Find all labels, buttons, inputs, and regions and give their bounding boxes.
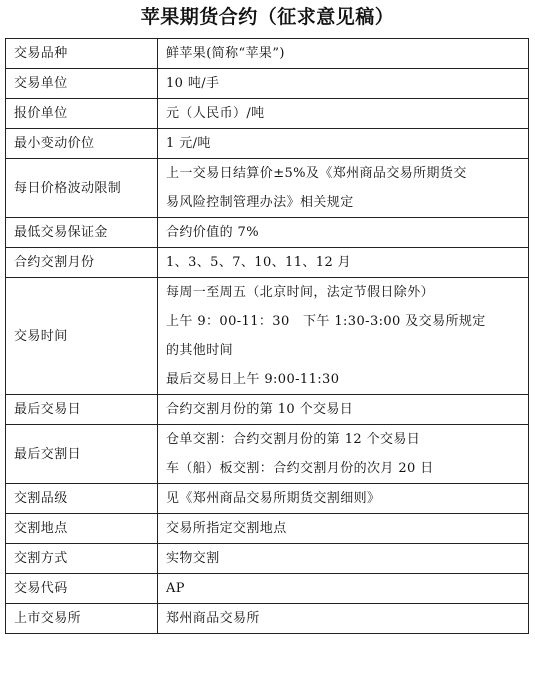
row-value xyxy=(158,159,529,218)
value-line: 鲜苹果(简称“苹果”) xyxy=(166,46,285,61)
value-line: 合约交割月份的第 10 个交易日 xyxy=(166,402,354,417)
row-label: 交易时间 xyxy=(6,278,158,395)
value-line: 实物交割 xyxy=(166,551,220,566)
row-label: 交易品种 xyxy=(6,39,158,69)
value-line: 上午 9：00-11：30 下午 1:30-3:00 及交易所规定 xyxy=(166,314,486,329)
value-line: 的其他时间 xyxy=(166,343,234,358)
value-line: 1、3、5、7、10、11、12 月 xyxy=(166,255,352,270)
table-row-last-delivery-day xyxy=(6,425,529,484)
value-line: 元（人民币）/吨 xyxy=(166,106,265,121)
table-row-listing-exchange xyxy=(6,604,529,634)
table-row-trading-product xyxy=(6,39,529,69)
row-value xyxy=(158,99,529,129)
table-row-trading-unit xyxy=(6,69,529,99)
table-row-quote-unit xyxy=(6,99,529,129)
table-row-delivery-months xyxy=(6,248,529,278)
table-row-delivery-method xyxy=(6,544,529,574)
row-value xyxy=(158,425,529,484)
row-label: 上市交易所 xyxy=(6,604,158,634)
row-label: 交割方式 xyxy=(6,544,158,574)
table-row-daily-price-limit xyxy=(6,159,529,218)
table-row-min-margin xyxy=(6,218,529,248)
row-label: 合约交割月份 xyxy=(6,248,158,278)
row-label: 最后交易日 xyxy=(6,395,158,425)
table-row-delivery-grade xyxy=(6,484,529,514)
table-row-trading-code xyxy=(6,574,529,604)
value-line: 上一交易日结算价±5%及《郑州商品交易所期货交 xyxy=(166,166,467,181)
table-row-tick-size xyxy=(6,129,529,159)
row-value xyxy=(158,129,529,159)
row-value xyxy=(158,395,529,425)
row-value xyxy=(158,69,529,99)
value-line: 郑州商品交易所 xyxy=(166,611,260,626)
row-label: 每日价格波动限制 xyxy=(6,159,158,218)
table-row-trading-hours xyxy=(6,278,529,395)
value-line: 车（船）板交割：合约交割月份的次月 20 日 xyxy=(166,461,434,476)
row-value xyxy=(158,218,529,248)
value-line: 交易所指定交割地点 xyxy=(166,521,287,536)
value-line: 1 元/吨 xyxy=(166,136,211,151)
value-line: 易风险控制管理办法》相关规定 xyxy=(166,195,354,210)
row-label: 最低交易保证金 xyxy=(6,218,158,248)
table-row-delivery-location xyxy=(6,514,529,544)
row-value xyxy=(158,604,529,634)
row-label: 交易代码 xyxy=(6,574,158,604)
row-value xyxy=(158,544,529,574)
row-value xyxy=(158,574,529,604)
value-line: 仓单交割：合约交割月份的第 12 个交易日 xyxy=(166,432,421,447)
row-label: 报价单位 xyxy=(6,99,158,129)
row-value xyxy=(158,248,529,278)
contract-spec-table xyxy=(5,38,529,634)
row-label: 交割地点 xyxy=(6,514,158,544)
row-value xyxy=(158,278,529,395)
value-line: 合约价值的 7% xyxy=(166,225,259,240)
row-label: 交易单位 xyxy=(6,69,158,99)
value-line: 10 吨/手 xyxy=(166,76,220,91)
value-line: 见《郑州商品交易所期货交割细则》 xyxy=(166,491,381,506)
row-label: 最小变动价位 xyxy=(6,129,158,159)
row-label: 交割品级 xyxy=(6,484,158,514)
table-row-last-trading-day xyxy=(6,395,529,425)
row-label: 最后交割日 xyxy=(6,425,158,484)
document-title: 苹果期货合约（征求意见稿） xyxy=(140,6,395,28)
value-line: 最后交易日上午 9:00-11:30 xyxy=(166,372,340,387)
row-value xyxy=(158,484,529,514)
value-line: 每周一至周五（北京时间，法定节假日除外） xyxy=(166,285,435,300)
row-value xyxy=(158,39,529,69)
value-line: AP xyxy=(166,581,185,596)
row-value xyxy=(158,514,529,544)
